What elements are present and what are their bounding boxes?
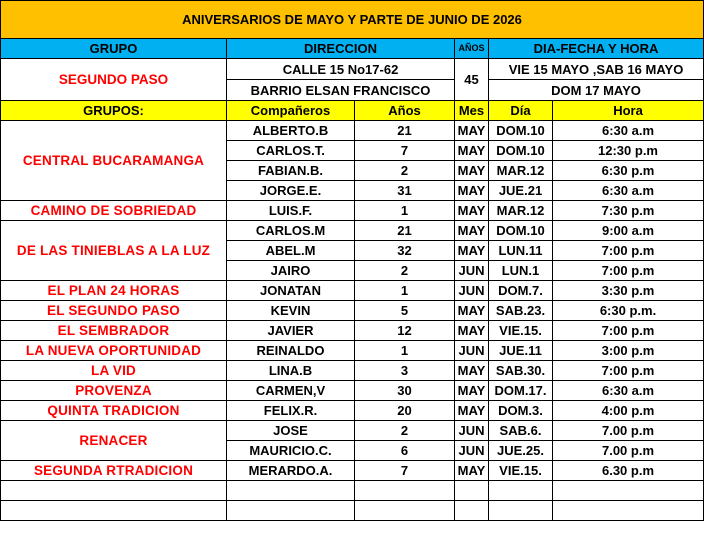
table-row (1, 381, 704, 401)
companero-cell: JONATAN (227, 281, 355, 301)
anos-cell: 21 (355, 121, 455, 141)
empty-cell (227, 481, 355, 501)
group-name: RENACER (1, 421, 227, 461)
companero-cell: KEVIN (227, 301, 355, 321)
table-row (1, 221, 704, 241)
companero-cell: CARMEN,V (227, 381, 355, 401)
hora-cell: 3:00 p.m (553, 341, 704, 361)
empty-cell (1, 481, 227, 501)
group-name: EL SEGUNDO PASO (1, 301, 227, 321)
mes-cell: MAY (455, 121, 489, 141)
col-header-dia: Día (489, 101, 553, 121)
hora-cell: 7:00 p.m (553, 361, 704, 381)
info-date-line1: VIE 15 MAYO ,SAB 16 MAYO (489, 59, 704, 80)
companero-cell: CARLOS.M (227, 221, 355, 241)
mes-cell: JUN (455, 261, 489, 281)
dia-cell: SAB.23. (489, 301, 553, 321)
table-row (1, 401, 704, 421)
anos-cell: 21 (355, 221, 455, 241)
group-name: LA NUEVA OPORTUNIDAD (1, 341, 227, 361)
companero-cell: FABIAN.B. (227, 161, 355, 181)
info-date-line2: DOM 17 MAYO (489, 80, 704, 101)
dia-cell: VIE.15. (489, 461, 553, 481)
hora-cell: 9:00 a.m (553, 221, 704, 241)
info-address-line1: CALLE 15 No17-62 (227, 59, 455, 80)
anos-cell: 6 (355, 441, 455, 461)
table-row (1, 361, 704, 381)
table-row (1, 121, 704, 141)
anos-cell: 1 (355, 341, 455, 361)
companero-cell: LINA.B (227, 361, 355, 381)
companero-cell: JAIRO (227, 261, 355, 281)
mes-cell: MAY (455, 361, 489, 381)
hora-cell: 7.00 p.m (553, 441, 704, 461)
companero-cell: FELIX.R. (227, 401, 355, 421)
dia-cell: SAB.30. (489, 361, 553, 381)
dia-cell: LUN.1 (489, 261, 553, 281)
empty-cell (553, 501, 704, 521)
dia-cell: DOM.10 (489, 141, 553, 161)
companero-cell: MAURICIO.C. (227, 441, 355, 461)
hora-cell: 6:30 a.m (553, 181, 704, 201)
dia-cell: DOM.10 (489, 121, 553, 141)
table-row (1, 201, 704, 221)
info-address-line2: BARRIO ELSAN FRANCISCO (227, 80, 455, 101)
companero-cell: ALBERTO.B (227, 121, 355, 141)
dia-cell: DOM.10 (489, 221, 553, 241)
empty-cell (355, 501, 455, 521)
mes-cell: MAY (455, 181, 489, 201)
col-header-hora: Hora (553, 101, 704, 121)
hora-cell: 12:30 p.m (553, 141, 704, 161)
hora-cell: 7:00 p.m (553, 241, 704, 261)
hora-cell: 6:30 a.m (553, 381, 704, 401)
anos-cell: 2 (355, 421, 455, 441)
anos-cell: 1 (355, 281, 455, 301)
table-row (1, 421, 704, 441)
anos-cell: 3 (355, 361, 455, 381)
empty-cell (489, 501, 553, 521)
anos-cell: 32 (355, 241, 455, 261)
group-name: PROVENZA (1, 381, 227, 401)
sheet-title: ANIVERSARIOS DE MAYO Y PARTE DE JUNIO DE 2026 (1, 1, 704, 39)
table-row (1, 461, 704, 481)
mes-cell: MAY (455, 221, 489, 241)
hora-cell: 7:00 p.m (553, 261, 704, 281)
anos-cell: 12 (355, 321, 455, 341)
hora-cell: 7:30 p.m (553, 201, 704, 221)
mes-cell: MAY (455, 141, 489, 161)
anos-cell: 2 (355, 161, 455, 181)
empty-cell (455, 501, 489, 521)
col-header-anos: Años (355, 101, 455, 121)
empty-cell (455, 481, 489, 501)
col-header-companeros: Compañeros (227, 101, 355, 121)
mes-cell: MAY (455, 381, 489, 401)
mes-cell: JUN (455, 281, 489, 301)
dia-cell: DOM.7. (489, 281, 553, 301)
col-header-grupos: GRUPOS: (1, 101, 227, 121)
header-direccion: DIRECCION (227, 39, 455, 59)
hora-cell: 6.30 p.m (553, 461, 704, 481)
dia-cell: MAR.12 (489, 161, 553, 181)
empty-cell (553, 481, 704, 501)
anos-cell: 30 (355, 381, 455, 401)
companero-cell: JOSE (227, 421, 355, 441)
col-header-mes: Mes (455, 101, 489, 121)
hora-cell: 7.00 p.m (553, 421, 704, 441)
group-name: EL SEMBRADOR (1, 321, 227, 341)
dia-cell: MAR.12 (489, 201, 553, 221)
dia-cell: VIE.15. (489, 321, 553, 341)
dia-cell: JUE.25. (489, 441, 553, 461)
dia-cell: JUE.11 (489, 341, 553, 361)
hora-cell: 7:00 p.m (553, 321, 704, 341)
table-row (1, 301, 704, 321)
empty-cell (489, 481, 553, 501)
table-row (1, 281, 704, 301)
mes-cell: JUN (455, 441, 489, 461)
header-anos: AÑOS (455, 39, 489, 59)
empty-row (1, 481, 704, 501)
anos-cell: 31 (355, 181, 455, 201)
hora-cell: 6:30 a.m (553, 121, 704, 141)
mes-cell: MAY (455, 301, 489, 321)
mes-cell: MAY (455, 461, 489, 481)
header-dia-fecha-hora: DIA-FECHA Y HORA (489, 39, 704, 59)
companero-cell: JAVIER (227, 321, 355, 341)
anos-cell: 7 (355, 141, 455, 161)
dia-cell: SAB.6. (489, 421, 553, 441)
companero-cell: ABEL.M (227, 241, 355, 261)
empty-row (1, 501, 704, 521)
dia-cell: DOM.17. (489, 381, 553, 401)
group-name: DE LAS TINIEBLAS A LA LUZ (1, 221, 227, 281)
companero-cell: JORGE.E. (227, 181, 355, 201)
mes-cell: MAY (455, 241, 489, 261)
header-grupo: GRUPO (1, 39, 227, 59)
group-name: LA VID (1, 361, 227, 381)
companero-cell: MERARDO.A. (227, 461, 355, 481)
hora-cell: 4:00 p.m (553, 401, 704, 421)
mes-cell: MAY (455, 401, 489, 421)
companero-cell: LUIS.F. (227, 201, 355, 221)
anos-cell: 20 (355, 401, 455, 421)
group-name: SEGUNDA RTRADICION (1, 461, 227, 481)
anos-cell: 7 (355, 461, 455, 481)
mes-cell: MAY (455, 201, 489, 221)
companero-cell: REINALDO (227, 341, 355, 361)
mes-cell: JUN (455, 341, 489, 361)
group-name: QUINTA TRADICION (1, 401, 227, 421)
group-name: CENTRAL BUCARAMANGA (1, 121, 227, 201)
anos-cell: 5 (355, 301, 455, 321)
table-row (1, 321, 704, 341)
anos-cell: 2 (355, 261, 455, 281)
info-years: 45 (455, 59, 489, 101)
companero-cell: CARLOS.T. (227, 141, 355, 161)
group-name: CAMINO DE SOBRIEDAD (1, 201, 227, 221)
empty-cell (227, 501, 355, 521)
dia-cell: DOM.3. (489, 401, 553, 421)
empty-cell (1, 501, 227, 521)
dia-cell: LUN.11 (489, 241, 553, 261)
dia-cell: JUE.21 (489, 181, 553, 201)
hora-cell: 6:30 p.m (553, 161, 704, 181)
mes-cell: MAY (455, 161, 489, 181)
mes-cell: JUN (455, 421, 489, 441)
empty-cell (355, 481, 455, 501)
group-name: EL PLAN 24 HORAS (1, 281, 227, 301)
info-group-name: SEGUNDO PASO (1, 59, 227, 101)
table-row (1, 341, 704, 361)
mes-cell: MAY (455, 321, 489, 341)
hora-cell: 3:30 p.m (553, 281, 704, 301)
anos-cell: 1 (355, 201, 455, 221)
hora-cell: 6:30 p.m. (553, 301, 704, 321)
